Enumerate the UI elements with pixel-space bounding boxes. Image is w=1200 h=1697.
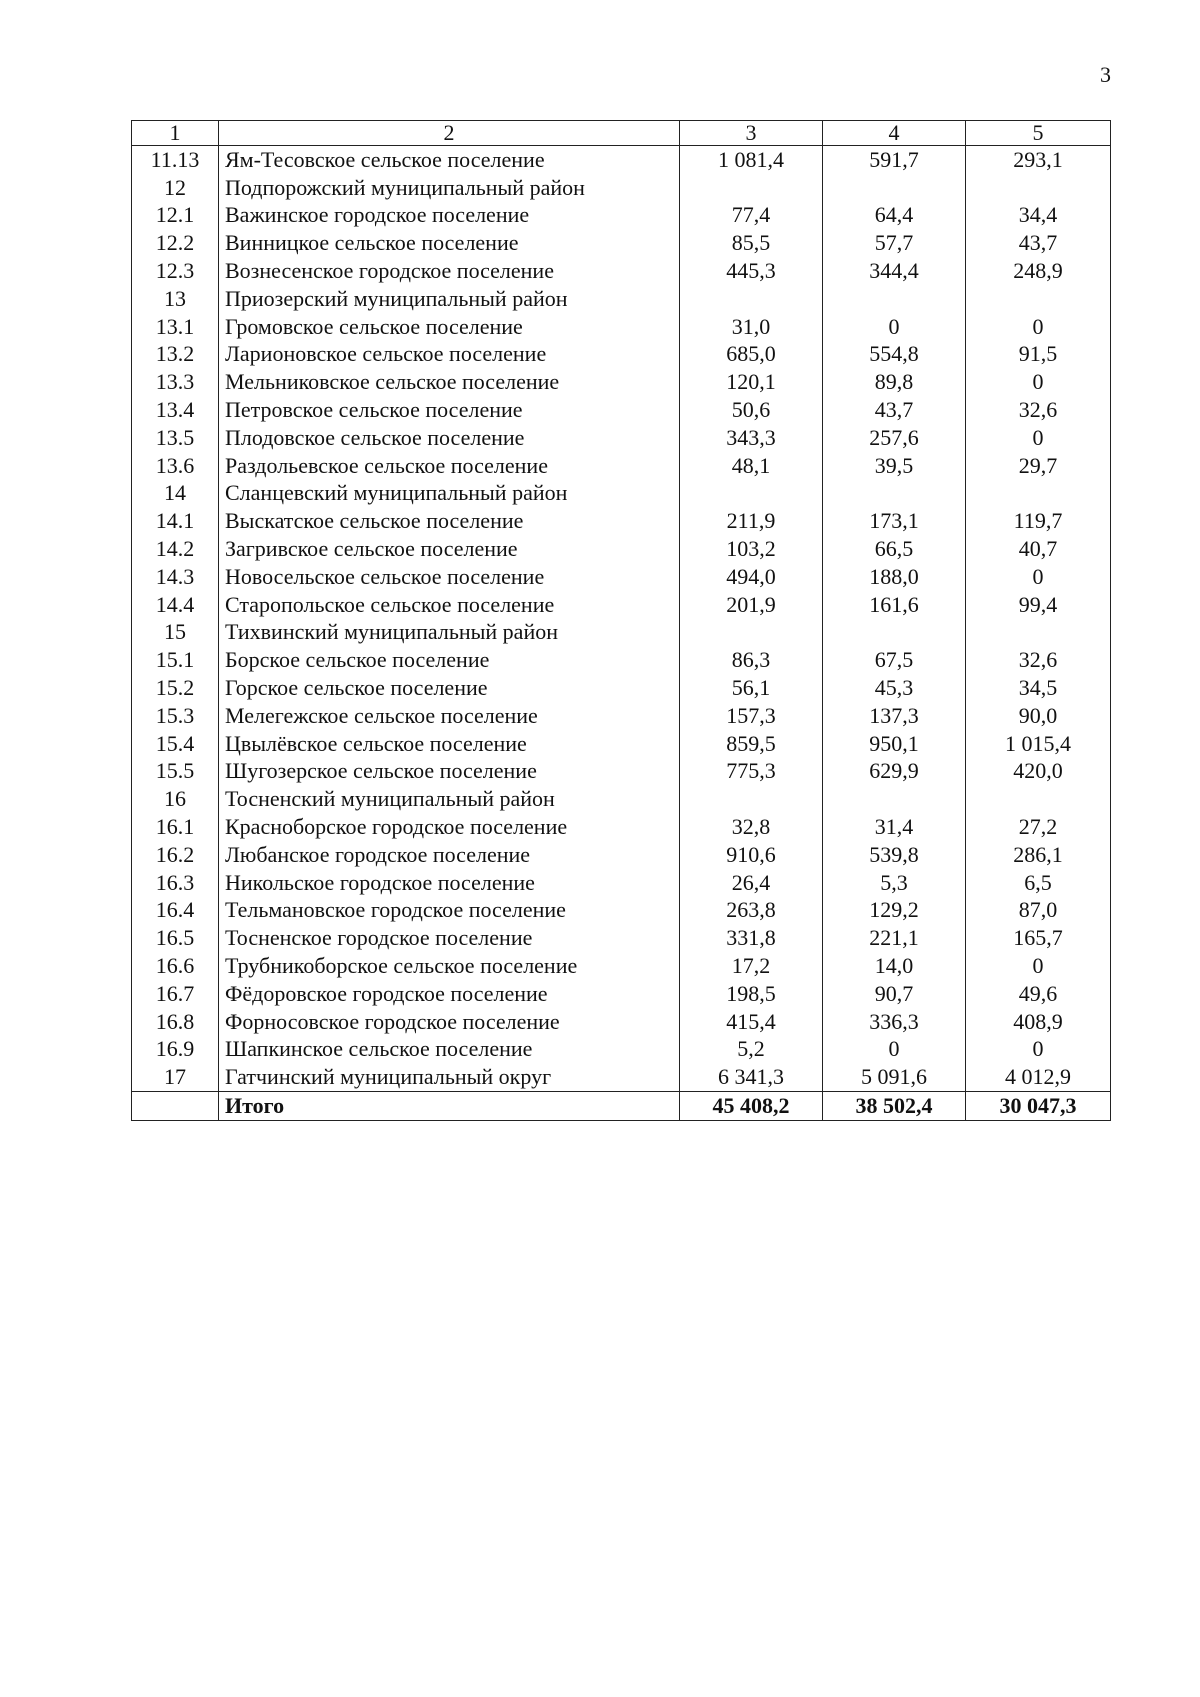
- row-number: 15.2: [132, 674, 219, 702]
- row-col-3: 157,3: [680, 702, 823, 730]
- table-row: [132, 313, 1111, 341]
- row-col-5: 420,0: [966, 758, 1111, 786]
- row-name: Загривское сельское поселение: [219, 535, 680, 563]
- row-col-5: 0: [966, 424, 1111, 452]
- table-row: [132, 285, 1111, 313]
- row-col-3: 910,6: [680, 841, 823, 869]
- row-name: Винницкое сельское поселение: [219, 229, 680, 257]
- row-col-5: 0: [966, 1036, 1111, 1064]
- row-col-4: 539,8: [823, 841, 966, 869]
- row-number: 13: [132, 285, 219, 313]
- row-col-3: 198,5: [680, 980, 823, 1008]
- row-col-5: 87,0: [966, 897, 1111, 925]
- row-name: Трубникоборское сельское поселение: [219, 952, 680, 980]
- table-row: [132, 174, 1111, 202]
- row-name: Старопольское сельское поселение: [219, 591, 680, 619]
- table-row: [132, 341, 1111, 369]
- row-name: Петровское сельское поселение: [219, 396, 680, 424]
- row-col-4: 173,1: [823, 507, 966, 535]
- table-row: [132, 146, 1111, 174]
- table-row: [132, 841, 1111, 869]
- row-col-3: 103,2: [680, 535, 823, 563]
- row-col-3: 48,1: [680, 452, 823, 480]
- row-col-5: 32,6: [966, 646, 1111, 674]
- row-col-5: 34,5: [966, 674, 1111, 702]
- row-number: 16.3: [132, 869, 219, 897]
- row-number: 12.1: [132, 202, 219, 230]
- row-number: 16.4: [132, 897, 219, 925]
- row-number: 14.4: [132, 591, 219, 619]
- row-number: 13.1: [132, 313, 219, 341]
- data-table: [131, 120, 1111, 1121]
- row-col-5: 43,7: [966, 229, 1111, 257]
- row-col-5: 0: [966, 563, 1111, 591]
- row-col-5: 91,5: [966, 341, 1111, 369]
- row-col-5: 32,6: [966, 396, 1111, 424]
- row-name: Приозерский муниципальный район: [219, 285, 680, 313]
- row-number: 15.1: [132, 646, 219, 674]
- row-col-3: 77,4: [680, 202, 823, 230]
- row-col-4: 137,3: [823, 702, 966, 730]
- row-number: 15.4: [132, 730, 219, 758]
- row-col-4: [823, 174, 966, 202]
- row-name: Громовское сельское поселение: [219, 313, 680, 341]
- row-col-5: 0: [966, 313, 1111, 341]
- table-row: [132, 758, 1111, 786]
- row-name: Красноборское городское поселение: [219, 813, 680, 841]
- row-col-3: 50,6: [680, 396, 823, 424]
- row-col-4: 257,6: [823, 424, 966, 452]
- table-row: [132, 424, 1111, 452]
- row-col-3: [680, 480, 823, 508]
- total-num: [132, 1092, 219, 1121]
- table-row: [132, 1008, 1111, 1036]
- row-col-3: 343,3: [680, 424, 823, 452]
- row-col-4: 39,5: [823, 452, 966, 480]
- row-col-3: [680, 174, 823, 202]
- table-row: [132, 813, 1111, 841]
- table-row: [132, 368, 1111, 396]
- row-col-4: 0: [823, 313, 966, 341]
- table-row: [132, 785, 1111, 813]
- row-number: 13.3: [132, 368, 219, 396]
- row-col-3: 5,2: [680, 1036, 823, 1064]
- row-col-4: 554,8: [823, 341, 966, 369]
- row-number: 12: [132, 174, 219, 202]
- table-row: [132, 924, 1111, 952]
- row-col-3: [680, 285, 823, 313]
- row-col-4: 161,6: [823, 591, 966, 619]
- row-name: Подпорожский муниципальный район: [219, 174, 680, 202]
- row-col-4: 5,3: [823, 869, 966, 897]
- row-name: Мелегежское сельское поселение: [219, 702, 680, 730]
- row-number: 14.3: [132, 563, 219, 591]
- table-row: [132, 619, 1111, 647]
- table-row: [132, 257, 1111, 285]
- row-name: Ям-Тесовское сельское поселение: [219, 146, 680, 174]
- row-col-4: 591,7: [823, 146, 966, 174]
- row-col-3: 6 341,3: [680, 1063, 823, 1091]
- table-row: [132, 730, 1111, 758]
- row-col-3: 263,8: [680, 897, 823, 925]
- row-number: 12.3: [132, 257, 219, 285]
- row-col-5: 0: [966, 368, 1111, 396]
- table-row: [132, 897, 1111, 925]
- row-col-3: 331,8: [680, 924, 823, 952]
- row-number: 16.1: [132, 813, 219, 841]
- row-col-5: 1 015,4: [966, 730, 1111, 758]
- row-number: 14.2: [132, 535, 219, 563]
- row-col-4: 67,5: [823, 646, 966, 674]
- row-col-4: 89,8: [823, 368, 966, 396]
- row-col-4: 336,3: [823, 1008, 966, 1036]
- row-col-5: [966, 285, 1111, 313]
- row-col-5: 293,1: [966, 146, 1111, 174]
- total-col-3: 45 408,2: [680, 1092, 823, 1121]
- header-cell-1: 1: [132, 121, 219, 146]
- total-col-4: 38 502,4: [823, 1092, 966, 1121]
- row-col-5: [966, 619, 1111, 647]
- row-number: 16.7: [132, 980, 219, 1008]
- row-col-3: 31,0: [680, 313, 823, 341]
- table-row: [132, 535, 1111, 563]
- row-name: Форносовское городское поселение: [219, 1008, 680, 1036]
- header-cell-2: 2: [219, 121, 680, 146]
- row-col-5: 99,4: [966, 591, 1111, 619]
- table-row: [132, 674, 1111, 702]
- row-name: Шапкинское сельское поселение: [219, 1036, 680, 1064]
- row-number: 17: [132, 1063, 219, 1091]
- table-row: [132, 591, 1111, 619]
- row-col-3: 775,3: [680, 758, 823, 786]
- row-col-3: 494,0: [680, 563, 823, 591]
- table-row: [132, 229, 1111, 257]
- row-name: Плодовское сельское поселение: [219, 424, 680, 452]
- row-name: Раздольевское сельское поселение: [219, 452, 680, 480]
- table-row: [132, 507, 1111, 535]
- row-number: 13.6: [132, 452, 219, 480]
- table-row: [132, 563, 1111, 591]
- row-col-4: [823, 619, 966, 647]
- table-row: [132, 952, 1111, 980]
- row-col-4: [823, 785, 966, 813]
- row-col-5: 286,1: [966, 841, 1111, 869]
- row-col-5: 27,2: [966, 813, 1111, 841]
- row-col-5: [966, 174, 1111, 202]
- row-col-4: 43,7: [823, 396, 966, 424]
- table-row: [132, 1036, 1111, 1064]
- header-row: [132, 121, 1111, 146]
- table-row: [132, 702, 1111, 730]
- total-label: Итого: [219, 1092, 680, 1121]
- row-col-3: 415,4: [680, 1008, 823, 1036]
- row-col-4: 950,1: [823, 730, 966, 758]
- row-col-3: [680, 619, 823, 647]
- row-number: 14: [132, 480, 219, 508]
- row-number: 15.5: [132, 758, 219, 786]
- page-number: 3: [1100, 62, 1111, 87]
- row-number: 13.2: [132, 341, 219, 369]
- row-col-3: 1 081,4: [680, 146, 823, 174]
- row-number: 13.5: [132, 424, 219, 452]
- total-col-5: 30 047,3: [966, 1092, 1111, 1121]
- table-row: [132, 980, 1111, 1008]
- row-name: Шугозерское сельское поселение: [219, 758, 680, 786]
- row-col-5: 49,6: [966, 980, 1111, 1008]
- row-name: Тельмановское городское поселение: [219, 897, 680, 925]
- row-col-3: 26,4: [680, 869, 823, 897]
- row-col-3: 86,3: [680, 646, 823, 674]
- row-col-3: 211,9: [680, 507, 823, 535]
- row-col-5: 4 012,9: [966, 1063, 1111, 1091]
- row-number: 16.5: [132, 924, 219, 952]
- row-col-5: 6,5: [966, 869, 1111, 897]
- row-name: Вознесенское городское поселение: [219, 257, 680, 285]
- row-name: Ларионовское сельское поселение: [219, 341, 680, 369]
- table-row: [132, 646, 1111, 674]
- row-name: Выскатское сельское поселение: [219, 507, 680, 535]
- row-col-4: 188,0: [823, 563, 966, 591]
- table-row: [132, 1063, 1111, 1091]
- row-col-5: 0: [966, 952, 1111, 980]
- row-number: 11.13: [132, 146, 219, 174]
- row-col-5: 248,9: [966, 257, 1111, 285]
- row-col-5: [966, 785, 1111, 813]
- row-name: Фёдоровское городское поселение: [219, 980, 680, 1008]
- row-name: Тосненское городское поселение: [219, 924, 680, 952]
- row-number: 13.4: [132, 396, 219, 424]
- row-name: Сланцевский муниципальный район: [219, 480, 680, 508]
- row-name: Борское сельское поселение: [219, 646, 680, 674]
- row-col-3: 685,0: [680, 341, 823, 369]
- row-col-4: 344,4: [823, 257, 966, 285]
- row-number: 14.1: [132, 507, 219, 535]
- table-row: [132, 869, 1111, 897]
- row-name: Важинское городское поселение: [219, 202, 680, 230]
- row-col-5: [966, 480, 1111, 508]
- row-col-3: 859,5: [680, 730, 823, 758]
- row-col-5: 40,7: [966, 535, 1111, 563]
- total-row: [132, 1092, 1111, 1121]
- row-col-4: 31,4: [823, 813, 966, 841]
- row-col-4: [823, 285, 966, 313]
- row-col-5: 29,7: [966, 452, 1111, 480]
- row-col-5: 34,4: [966, 202, 1111, 230]
- row-col-3: 32,8: [680, 813, 823, 841]
- row-name: Цвылёвское сельское поселение: [219, 730, 680, 758]
- row-col-3: 56,1: [680, 674, 823, 702]
- row-name: Любанское городское поселение: [219, 841, 680, 869]
- row-col-4: 14,0: [823, 952, 966, 980]
- row-col-4: 5 091,6: [823, 1063, 966, 1091]
- row-col-4: 0: [823, 1036, 966, 1064]
- row-col-4: 629,9: [823, 758, 966, 786]
- row-col-4: [823, 480, 966, 508]
- row-col-4: 221,1: [823, 924, 966, 952]
- row-col-5: 90,0: [966, 702, 1111, 730]
- header-cell-5: 5: [966, 121, 1111, 146]
- row-number: 16.2: [132, 841, 219, 869]
- row-col-3: 445,3: [680, 257, 823, 285]
- row-name: Тихвинский муниципальный район: [219, 619, 680, 647]
- header-cell-3: 3: [680, 121, 823, 146]
- row-name: Горское сельское поселение: [219, 674, 680, 702]
- row-name: Мельниковское сельское поселение: [219, 368, 680, 396]
- row-col-5: 119,7: [966, 507, 1111, 535]
- row-number: 15.3: [132, 702, 219, 730]
- row-col-3: 120,1: [680, 368, 823, 396]
- row-col-5: 408,9: [966, 1008, 1111, 1036]
- table-row: [132, 202, 1111, 230]
- row-name: Новосельское сельское поселение: [219, 563, 680, 591]
- row-name: Тосненский муниципальный район: [219, 785, 680, 813]
- table-row: [132, 452, 1111, 480]
- table-row: [132, 480, 1111, 508]
- row-col-3: 17,2: [680, 952, 823, 980]
- row-col-4: 90,7: [823, 980, 966, 1008]
- row-number: 16: [132, 785, 219, 813]
- row-col-4: 45,3: [823, 674, 966, 702]
- row-number: 15: [132, 619, 219, 647]
- table-row: [132, 396, 1111, 424]
- row-col-4: 129,2: [823, 897, 966, 925]
- row-number: 12.2: [132, 229, 219, 257]
- row-number: 16.9: [132, 1036, 219, 1064]
- row-col-3: 201,9: [680, 591, 823, 619]
- row-name: Гатчинский муниципальный округ: [219, 1063, 680, 1091]
- row-number: 16.8: [132, 1008, 219, 1036]
- row-col-3: [680, 785, 823, 813]
- row-col-3: 85,5: [680, 229, 823, 257]
- header-cell-4: 4: [823, 121, 966, 146]
- row-col-4: 64,4: [823, 202, 966, 230]
- row-col-4: 57,7: [823, 229, 966, 257]
- row-number: 16.6: [132, 952, 219, 980]
- row-col-5: 165,7: [966, 924, 1111, 952]
- row-name: Никольское городское поселение: [219, 869, 680, 897]
- row-col-4: 66,5: [823, 535, 966, 563]
